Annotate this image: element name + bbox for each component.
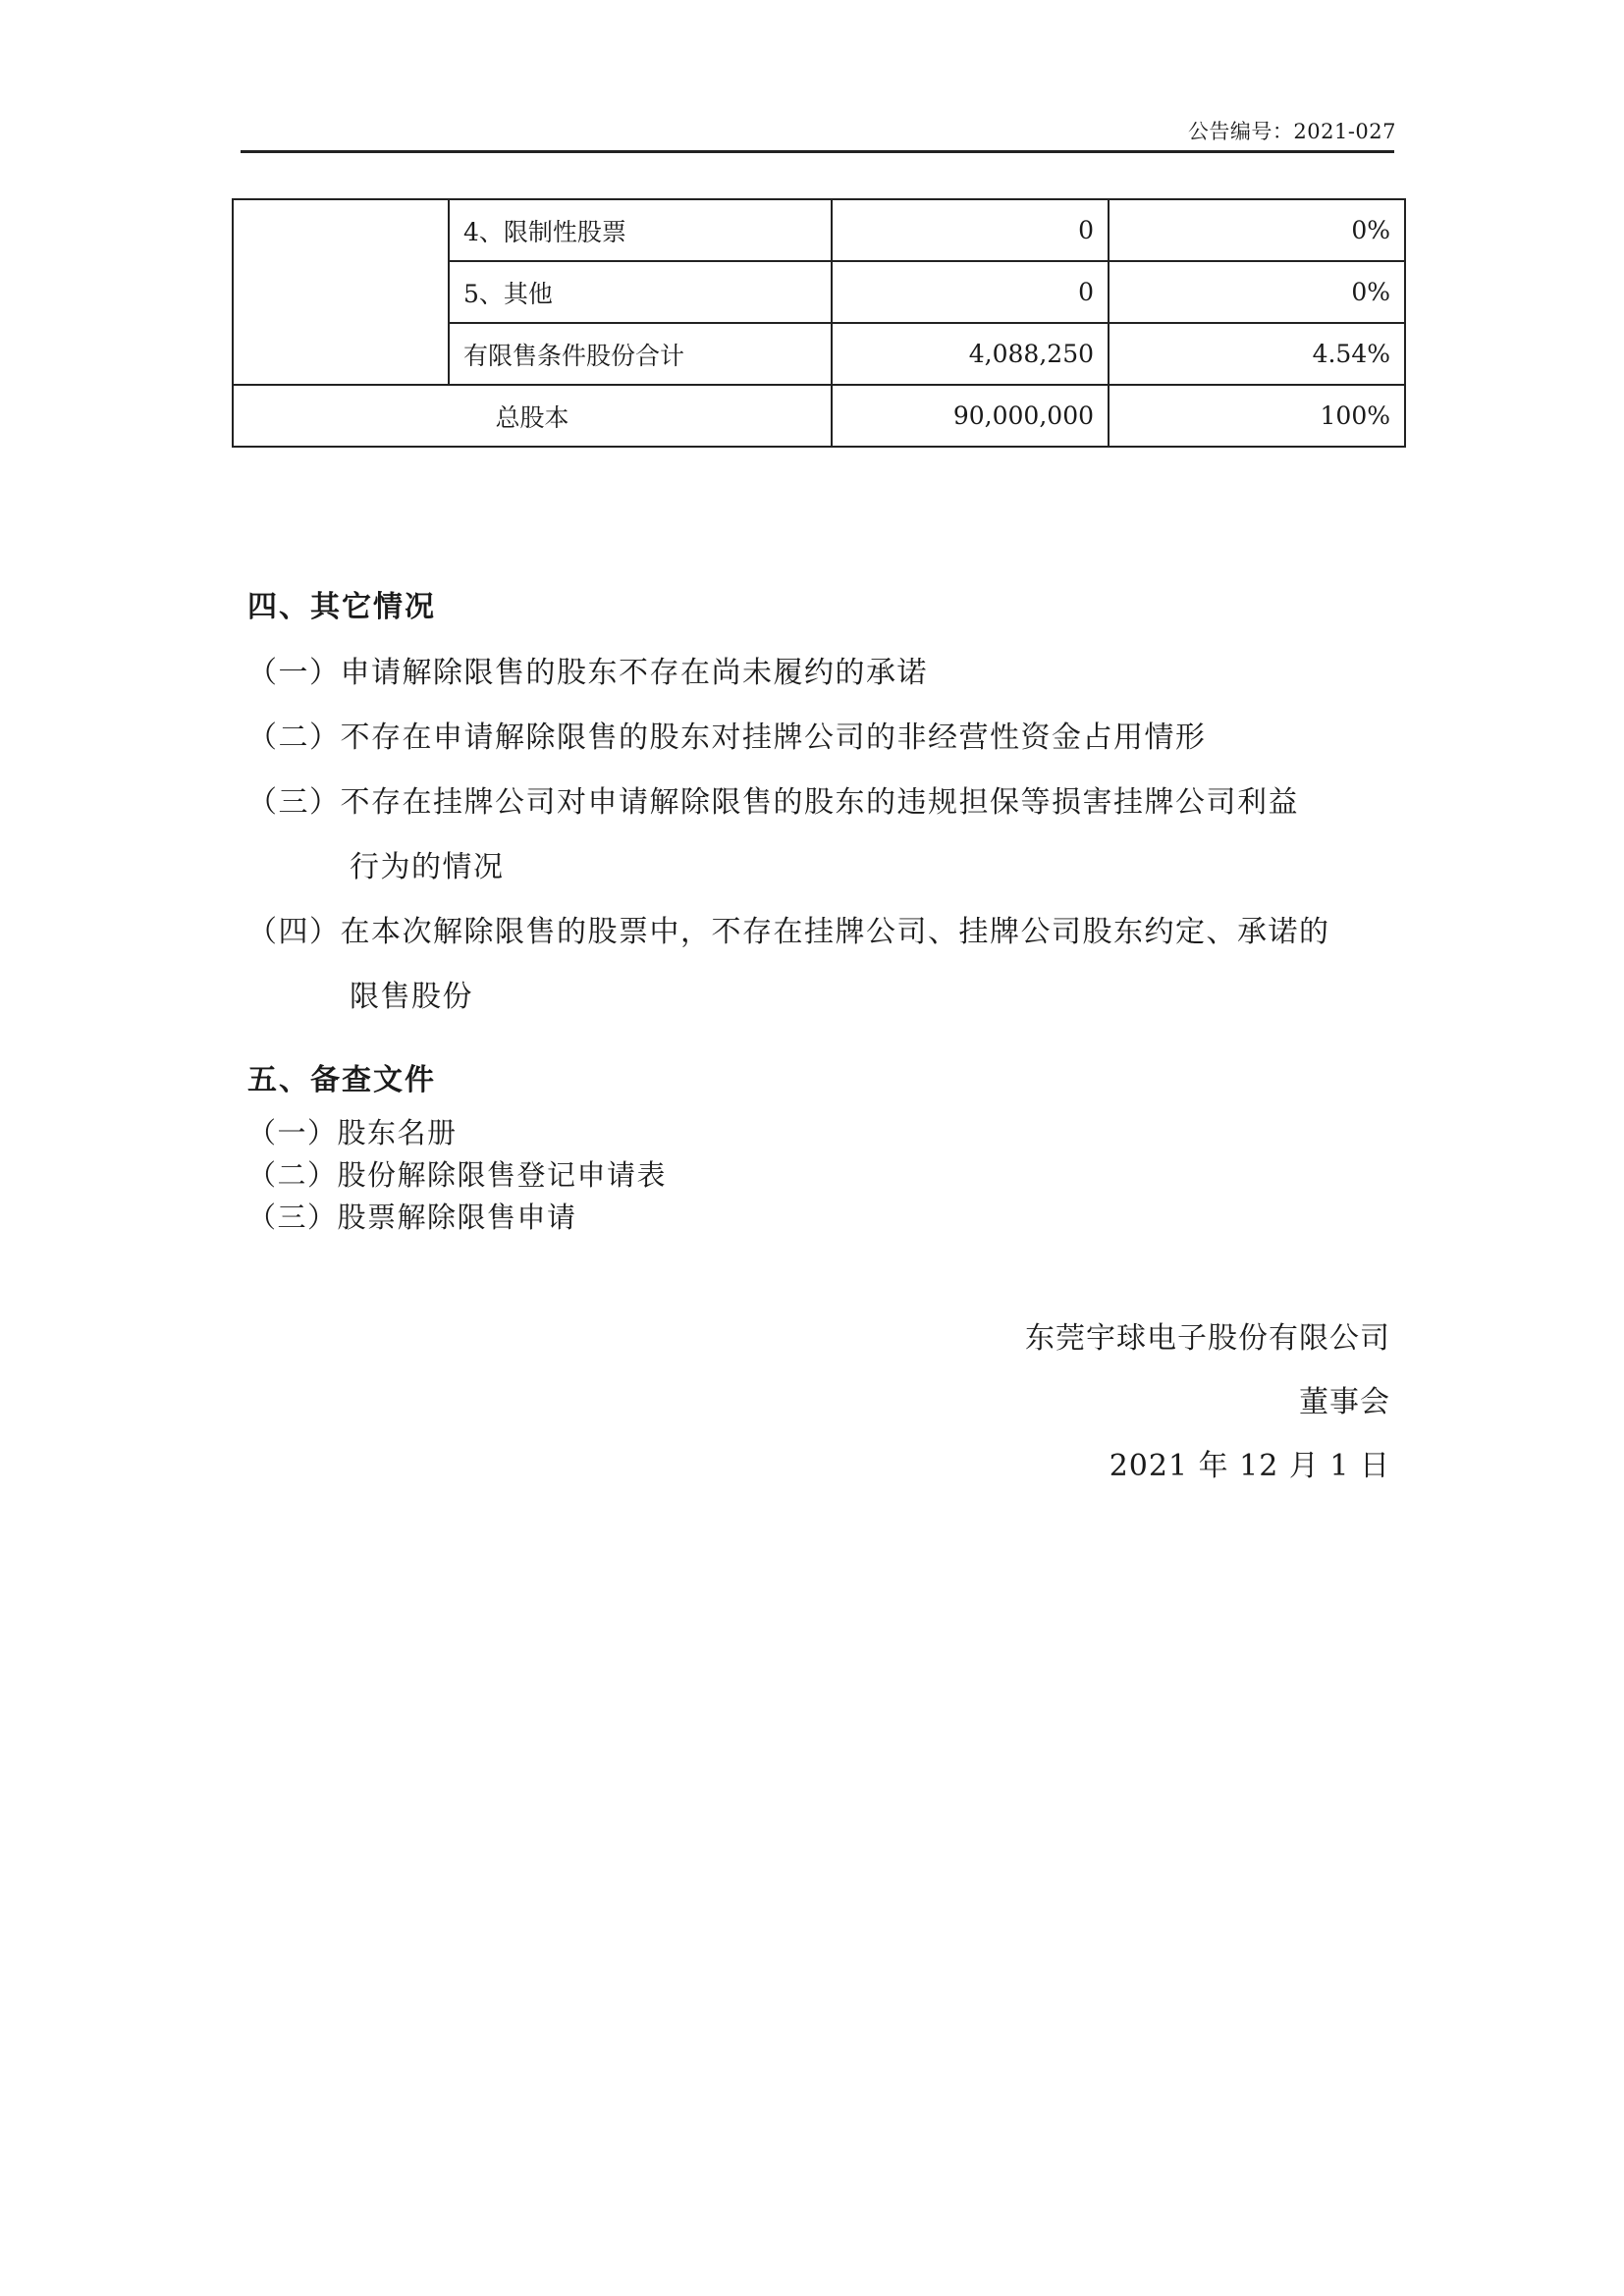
row-ratio: 0% (1109, 199, 1405, 261)
signature-date: 2021 年 12 月 1 日 (1109, 1449, 1390, 1483)
table-cell-merged (233, 199, 449, 385)
row-label: 4、限制性股票 (449, 199, 832, 261)
row-shares: 4,088,250 (832, 323, 1109, 385)
section-title-documents: 五、备查文件 (247, 1063, 436, 1097)
row-ratio: 4.54% (1109, 323, 1405, 385)
total-label: 总股本 (233, 385, 832, 447)
section-title-other: 四、其它情况 (247, 590, 436, 624)
row-label: 5、其他 (449, 261, 832, 323)
list-item: （一）股东名册 (247, 1116, 458, 1149)
list-item: （三）不存在挂牌公司对申请解除限售的股东的违规担保等损害挂牌公司利益 (247, 785, 1299, 820)
list-item: （二）股份解除限售登记申请表 (247, 1158, 668, 1192)
company-name: 东莞宇球电子股份有限公司 (1025, 1321, 1390, 1356)
table-row (233, 199, 1405, 261)
row-shares: 0 (832, 199, 1109, 261)
share-structure-table (232, 198, 1406, 448)
list-item-continuation: 限售股份 (350, 980, 473, 1014)
list-item: （三）股票解除限售申请 (247, 1201, 577, 1234)
total-ratio: 100% (1109, 385, 1405, 447)
board-name: 董事会 (1299, 1385, 1390, 1419)
table-row-total (233, 385, 1405, 447)
row-shares: 0 (832, 261, 1109, 323)
total-shares: 90,000,000 (832, 385, 1109, 447)
row-ratio: 0% (1109, 261, 1405, 323)
header-rule (241, 150, 1394, 153)
list-item: （四）在本次解除限售的股票中，不存在挂牌公司、挂牌公司股东约定、承诺的 (247, 915, 1330, 949)
list-item-continuation: 行为的情况 (350, 850, 505, 884)
row-label: 有限售条件股份合计 (449, 323, 832, 385)
list-item: （一）申请解除限售的股东不存在尚未履约的承诺 (247, 656, 928, 690)
announcement-number: 公告编号：2021-027 (1187, 120, 1396, 143)
list-item: （二）不存在申请解除限售的股东对挂牌公司的非经营性资金占用情形 (247, 721, 1207, 755)
